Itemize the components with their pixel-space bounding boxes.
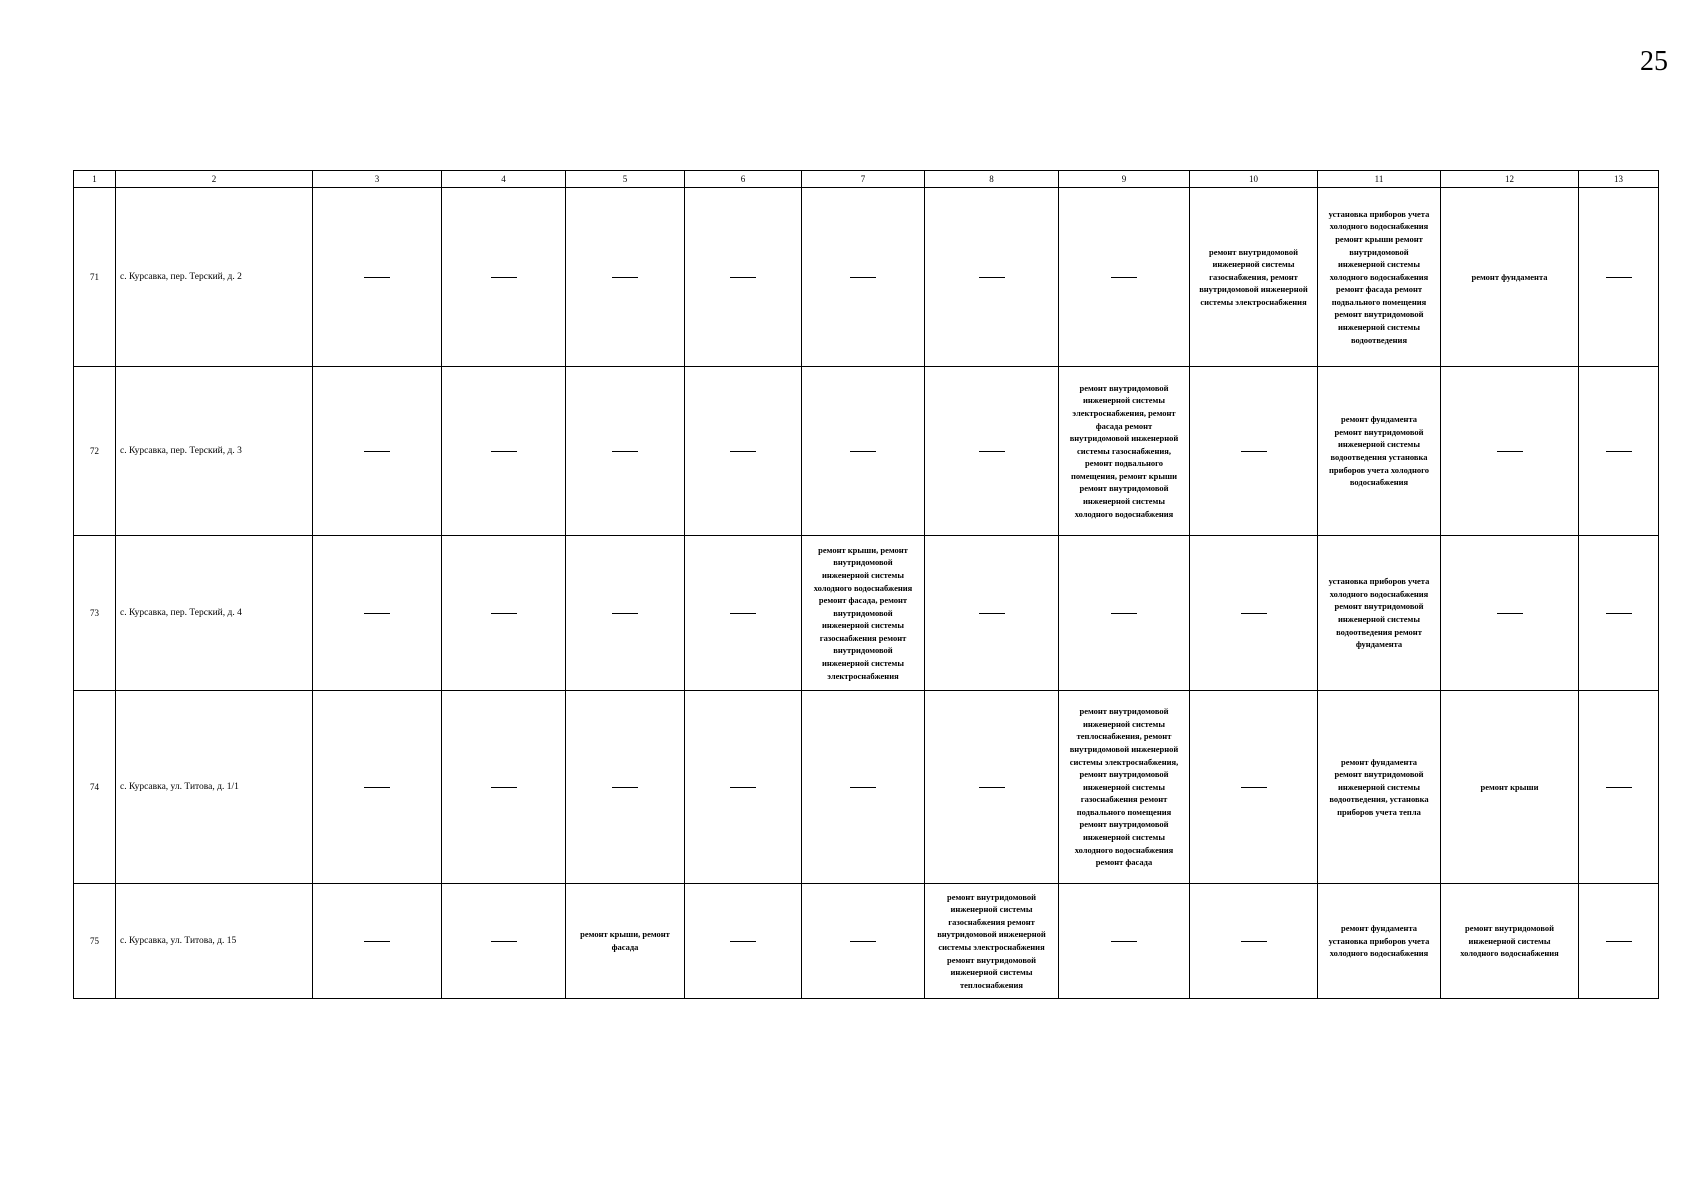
work-text: установка приборов учета холодного водоснабжения ремонт внутридомовой инженерной системы водоотведения ремонт фундамента — [1328, 576, 1430, 650]
dash-cell — [442, 367, 566, 536]
column-number: 9 — [1059, 171, 1190, 188]
work-text: ремонт крыши — [1480, 781, 1539, 792]
empty-dash — [1111, 941, 1137, 942]
table-row — [74, 536, 1659, 691]
empty-dash — [1111, 277, 1137, 278]
empty-dash — [1497, 613, 1523, 614]
dash-cell — [566, 691, 685, 884]
empty-dash — [850, 787, 876, 788]
work-text: ремонт внутридомовой инженерной системы газоснабжения ремонт внутридомовой инженерной системы электроснабжения ремонт внутридомовой инженерной системы теплоснабжения — [937, 891, 1046, 990]
dash-cell — [1190, 536, 1318, 691]
empty-dash — [1606, 451, 1632, 452]
work-cell — [1441, 188, 1579, 367]
empty-dash — [491, 277, 517, 278]
dash-cell — [685, 884, 802, 999]
dash-cell — [685, 691, 802, 884]
row-number: 71 — [74, 188, 116, 367]
work-cell — [1059, 367, 1190, 536]
empty-dash — [364, 277, 390, 278]
empty-dash — [491, 941, 517, 942]
dash-cell — [1579, 188, 1659, 367]
dash-cell — [313, 536, 442, 691]
empty-dash — [1111, 613, 1137, 614]
dash-cell — [685, 367, 802, 536]
address-cell: с. Курсавка, пер. Терский, д. 2 — [116, 188, 313, 367]
row-number: 73 — [74, 536, 116, 691]
empty-dash — [1606, 613, 1632, 614]
empty-dash — [730, 941, 756, 942]
empty-dash — [730, 613, 756, 614]
empty-dash — [1497, 451, 1523, 452]
dash-cell — [925, 536, 1059, 691]
repair-schedule-table — [73, 170, 1659, 999]
table-row — [74, 367, 1659, 536]
empty-dash — [730, 787, 756, 788]
empty-dash — [979, 787, 1005, 788]
column-number: 1 — [74, 171, 116, 188]
address-cell: с. Курсавка, пер. Терский, д. 4 — [116, 536, 313, 691]
page-number: 25 — [1640, 46, 1668, 77]
empty-dash — [364, 941, 390, 942]
work-text: установка приборов учета холодного водоснабжения ремонт крыши ремонт внутридомовой инженерной системы холодного водоснабжения ремонт фасада ремонт подвального помещения ремонт внутридомовой инженерной системы водоотведения — [1328, 208, 1430, 345]
empty-dash — [491, 613, 517, 614]
empty-dash — [491, 787, 517, 788]
empty-dash — [979, 277, 1005, 278]
dash-cell — [566, 188, 685, 367]
work-cell — [1318, 536, 1441, 691]
dash-cell — [313, 367, 442, 536]
empty-dash — [612, 787, 638, 788]
column-number-header-row — [74, 171, 1659, 188]
empty-dash — [979, 613, 1005, 614]
work-cell — [1059, 691, 1190, 884]
column-number: 11 — [1318, 171, 1441, 188]
dash-cell — [313, 884, 442, 999]
dash-cell — [1579, 367, 1659, 536]
empty-dash — [364, 787, 390, 788]
dash-cell — [313, 691, 442, 884]
address-cell: с. Курсавка, ул. Титова, д. 1/1 — [116, 691, 313, 884]
empty-dash — [1606, 787, 1632, 788]
work-cell — [1190, 188, 1318, 367]
address-cell: с. Курсавка, пер. Терский, д. 3 — [116, 367, 313, 536]
empty-dash — [612, 613, 638, 614]
empty-dash — [979, 451, 1005, 452]
empty-dash — [730, 277, 756, 278]
table-row — [74, 188, 1659, 367]
dash-cell — [442, 188, 566, 367]
empty-dash — [850, 451, 876, 452]
address-cell: с. Курсавка, ул. Титова, д. 15 — [116, 884, 313, 999]
dash-cell — [1190, 367, 1318, 536]
column-number: 6 — [685, 171, 802, 188]
work-cell — [925, 884, 1059, 999]
dash-cell — [566, 367, 685, 536]
empty-dash — [612, 277, 638, 278]
dash-cell — [442, 884, 566, 999]
work-cell — [1441, 691, 1579, 884]
column-number: 4 — [442, 171, 566, 188]
column-number: 3 — [313, 171, 442, 188]
dash-cell — [925, 691, 1059, 884]
work-text: ремонт внутридомовой инженерной системы газоснабжения, ремонт внутридомовой инженерной системы электроснабжения — [1199, 246, 1308, 307]
dash-cell — [1059, 536, 1190, 691]
dash-cell — [442, 691, 566, 884]
empty-dash — [364, 451, 390, 452]
column-number: 10 — [1190, 171, 1318, 188]
empty-dash — [364, 613, 390, 614]
dash-cell — [685, 188, 802, 367]
column-number: 13 — [1579, 171, 1659, 188]
column-number: 8 — [925, 171, 1059, 188]
dash-cell — [1579, 884, 1659, 999]
work-cell — [802, 536, 925, 691]
empty-dash — [1606, 941, 1632, 942]
column-number: 5 — [566, 171, 685, 188]
dash-cell — [925, 188, 1059, 367]
empty-dash — [1241, 941, 1267, 942]
column-number: 2 — [116, 171, 313, 188]
empty-dash — [1241, 451, 1267, 452]
table-row — [74, 884, 1659, 999]
dash-cell — [1441, 536, 1579, 691]
work-cell — [1441, 884, 1579, 999]
dash-cell — [566, 536, 685, 691]
dash-cell — [1579, 536, 1659, 691]
row-number: 72 — [74, 367, 116, 536]
dash-cell — [1190, 884, 1318, 999]
work-text: ремонт фундамента — [1471, 271, 1548, 282]
row-number: 74 — [74, 691, 116, 884]
dash-cell — [442, 536, 566, 691]
dash-cell — [802, 188, 925, 367]
dash-cell — [802, 367, 925, 536]
empty-dash — [1606, 277, 1632, 278]
work-text: ремонт фундамента установка приборов учета холодного водоснабжения — [1328, 923, 1430, 959]
empty-dash — [1241, 613, 1267, 614]
dash-cell — [1190, 691, 1318, 884]
work-text: ремонт фундамента ремонт внутридомовой инженерной системы водоотведения, установка приборов учета тепла — [1329, 756, 1429, 817]
empty-dash — [850, 941, 876, 942]
dash-cell — [1059, 188, 1190, 367]
work-cell — [1318, 367, 1441, 536]
dash-cell — [1059, 884, 1190, 999]
work-text: ремонт внутридомовой инженерной системы электроснабжения, ремонт фасада ремонт внутридомовой инженерной системы газоснабжения, ремонт подвального помещения, ремонт крыши ремонт внутридомовой инженерной системы холодного водоснабжения — [1069, 382, 1179, 519]
dash-cell — [685, 536, 802, 691]
table-row — [74, 691, 1659, 884]
work-text: ремонт крыши, ремонт фасада — [580, 929, 670, 952]
dash-cell — [925, 367, 1059, 536]
work-text: ремонт фундамента ремонт внутридомовой инженерной системы водоотведения установка приборов учета холодного водоснабжения — [1328, 414, 1430, 488]
row-number: 75 — [74, 884, 116, 999]
work-text: ремонт внутридомовой инженерной системы холодного водоснабжения — [1460, 923, 1559, 959]
work-cell — [1318, 188, 1441, 367]
column-number: 7 — [802, 171, 925, 188]
work-cell — [1318, 884, 1441, 999]
empty-dash — [730, 451, 756, 452]
work-cell — [566, 884, 685, 999]
work-text: ремонт внутридомовой инженерной системы теплоснабжения, ремонт внутридомовой инженерной системы электроснабжения, ремонт внутридомовой инженерной системы газоснабжения ремонт подвального помещения ремонт внутридомовой инженерной системы холодного водоснабжения ремонт фасада — [1069, 706, 1179, 868]
empty-dash — [850, 277, 876, 278]
column-number: 12 — [1441, 171, 1579, 188]
dash-cell — [802, 691, 925, 884]
empty-dash — [491, 451, 517, 452]
dash-cell — [1579, 691, 1659, 884]
dash-cell — [313, 188, 442, 367]
dash-cell — [802, 884, 925, 999]
work-cell — [1318, 691, 1441, 884]
empty-dash — [612, 451, 638, 452]
dash-cell — [1441, 367, 1579, 536]
empty-dash — [1241, 787, 1267, 788]
work-text: ремонт крыши, ремонт внутридомовой инженерной системы холодного водоснабжения ремонт фасада, ремонт внутридомовой инженерной системы газоснабжения ремонт внутридомовой инженерной системы электроснабжения — [813, 544, 913, 681]
